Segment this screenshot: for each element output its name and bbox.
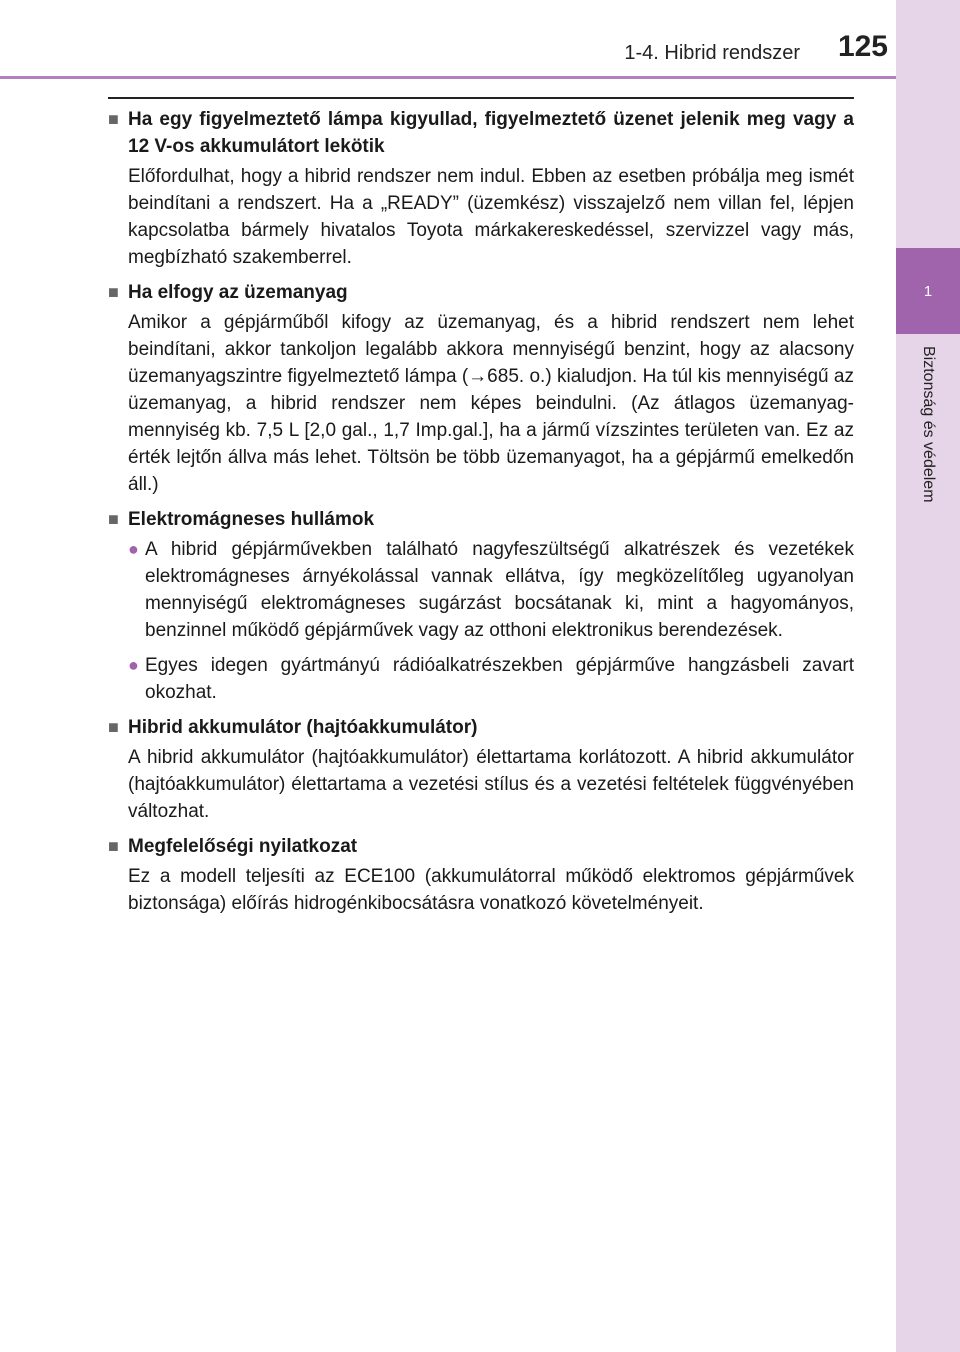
list-item-text: A hibrid gépjárművekben található nagyfeszültségű alkatrészek és vezetékek elektromágneses árnyékolással vannak ellátva, így megközelítőleg ugyanolyan mennyiségű elektromágneses sugárzást bocsátanak ki, mint a hagyományos, benzinnel működő gépjárművek vagy az otthoni elektronikus berendezések. bbox=[145, 539, 854, 641]
chapter-tab[interactable] bbox=[896, 248, 960, 334]
section-heading bbox=[108, 279, 854, 306]
section-heading bbox=[108, 506, 854, 533]
section-electromagnetic-waves bbox=[108, 506, 854, 706]
chapter-sidebar bbox=[896, 0, 960, 1352]
chapter-number: 1 bbox=[923, 282, 933, 300]
circle-bullet-icon: ● bbox=[128, 539, 139, 559]
list-item bbox=[128, 536, 854, 644]
section-heading-text: Hibrid akkumulátor (hajtóakkumulátor) bbox=[128, 717, 478, 738]
section-body: Előfordulhat, hogy a hibrid rendszer nem indul. Ebben az esetben próbálja meg ismét beindítani a rendszert. Ha a „READY” (üzemkész) visszajelző nem villan fel, lépjen kapcsolatba bármely hivatalos Toyota márkakereskedéssel, szervizzel vagy más, megbízható szakemberrel. bbox=[128, 166, 854, 268]
list-item bbox=[128, 652, 854, 706]
section-warning-lamp bbox=[108, 106, 854, 271]
chapter-title: Biztonság és védelem bbox=[920, 346, 937, 503]
circle-bullet-icon: ● bbox=[128, 655, 139, 675]
section-heading bbox=[108, 106, 854, 160]
section-title: 1-4. Hibrid rendszer bbox=[624, 42, 800, 64]
section-body: A hibrid akkumulátor (hajtóakkumulátor) élettartama korlátozott. A hibrid akkumulátor (hajtóakkumulátor) élettartama a vezetési stílus és a vezetési feltételek függvényében változhat. bbox=[128, 747, 854, 822]
section-declaration-of-conformity bbox=[108, 833, 854, 917]
section-heading bbox=[108, 833, 854, 860]
section-heading bbox=[108, 714, 854, 741]
page-number: 125 bbox=[837, 30, 888, 63]
section-body: Amikor a gépjárműből kifogy az üzemanyag, és a hibrid rendszert nem lehet beindítani, akkor tankoljon legalább akkora mennyiségű benzint, hogy az alacsony üzemanyagszintre figyelmeztető lámpa (→685. o.) kialudjon. Ha túl kis mennyiségű az üzemanyag, a hibrid rendszer nem képes beindulni. (Az átlagos üzemanyag-mennyiség kb. 7,5 L [2,0 gal., 1,7 Imp.gal.], ha a jármű vízszintes területen van. Ez az érték lejtőn állva más lehet. Töltsön be több üzemanyagot, ha a gépjármű emelkedőn áll.) bbox=[128, 312, 854, 495]
square-bullet-icon: ■ bbox=[108, 282, 119, 302]
section-out-of-fuel bbox=[108, 279, 854, 498]
square-bullet-icon: ■ bbox=[108, 109, 119, 129]
list-item-text: Egyes idegen gyártmányú rádióalkatrészekben gépjárműve hangzásbeli zavart okozhat. bbox=[145, 655, 854, 703]
section-heading-text: Megfelelőségi nyilatkozat bbox=[128, 836, 358, 857]
section-body: Ez a modell teljesíti az ECE100 (akkumulátorral működő elektromos gépjárművek biztonsága) előírás hidrogénkibocsátásra vonatkozó követelményeit. bbox=[128, 866, 854, 914]
section-heading-text: Ha elfogy az üzemanyag bbox=[128, 282, 348, 303]
header-divider bbox=[0, 76, 896, 79]
page-content bbox=[108, 106, 854, 925]
section-heading-text: Elektromágneses hullámok bbox=[128, 509, 375, 530]
section-hybrid-battery bbox=[108, 714, 854, 825]
square-bullet-icon: ■ bbox=[108, 509, 119, 529]
square-bullet-icon: ■ bbox=[108, 717, 119, 737]
square-bullet-icon: ■ bbox=[108, 836, 119, 856]
content-top-rule bbox=[108, 97, 854, 99]
section-heading-text: Ha egy figyelmeztető lámpa kigyullad, figyelmeztető üzenet jelenik meg vagy a 12 V-os akkumulátort lekötik bbox=[128, 109, 854, 157]
